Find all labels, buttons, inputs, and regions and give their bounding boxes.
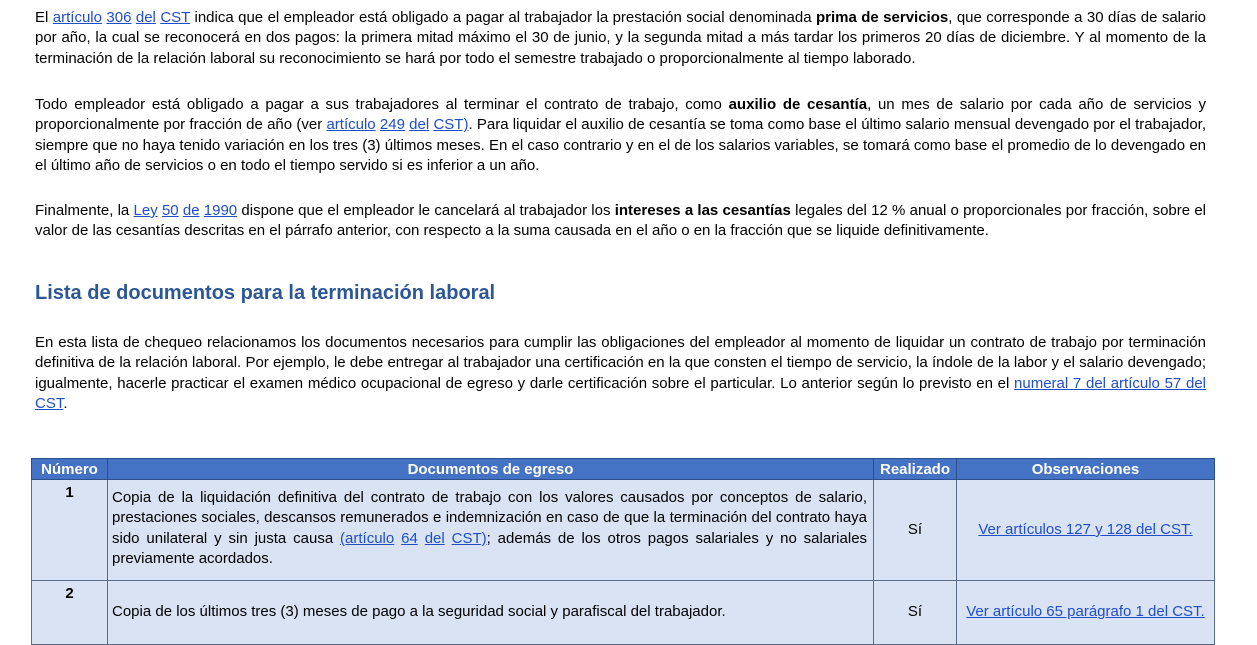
row-document: Copia de la liquidación definitiva del contrato de trabajo con los valores causados por conceptos de salario, prestaciones sociales, descansos remunerados e indemnización en caso de que la terminación del contrato haya sido unilateral y sin justa causa (artículo 64 del CST); además de los otros pagos salariales y no salariales previamente acordados. — [108, 480, 874, 581]
link-cst[interactable]: CST) — [433, 116, 469, 134]
link-observation[interactable]: Ver artículo 65 parágrafo 1 del CST. — [966, 603, 1205, 621]
link-cst[interactable]: CST — [160, 9, 191, 26]
row-done: Sí — [874, 581, 957, 645]
link-64[interactable]: 64 — [401, 529, 418, 547]
paragraph-cesantia: Todo empleador está obligado a pagar a sus trabajadores al terminar el contrato de trabajo, como auxilio de cesantía, un mes de salario por cada año de servicios y proporcionalmente por fracción de año (ver artículo 249 del CST). Para liquidar el auxilio de cesantía se toma como base el último salario mensual devengado por el trabajador, siempre que no haya tenido variación en los tres (3) últimos meses. En el caso contrario y en el de los salarios variables, se tomará como base el promedio de lo devengado en el último año de servicios o en todo el tiempo servido si es inferior a un año. — [35, 96, 1207, 175]
paragraph-prima: El artículo 306 del CST indica que el empleador está obligado a pagar al trabajador la prestación social denominada prima de servicios, que corresponde a 30 días de salario por año, la cual se reconocerá en dos pagos: la primera mitad máximo el 30 de junio, y la segunda mitad a más tardar los primeros 20 días de diciembre. Y al momento de la terminación de la relación laboral su reconocimiento se hará por todo el semestre trabajado o proporcionalmente al tiempo laborado. — [35, 9, 1207, 67]
link-1990[interactable]: 1990 — [203, 202, 238, 219]
paragraph-lista: En esta lista de chequeo relacionamos los documentos necesarios para cumplir las obligaciones del empleador al momento de liquidar un contrato de trabajo por terminación definitiva de la relación laboral. Por ejemplo, le debe entregar al trabajador una certificación en la que consten el tiempo de servicio, la índole de la labor y el salario devengado; igualmente, hacerle practicar el examen médico ocupacional de egreso y darle certificación sobre el particular. Lo anterior según lo previsto en el numeral 7 del artículo 57 del CST. — [35, 334, 1206, 413]
link-ley[interactable]: Ley — [133, 202, 158, 219]
bold-term: prima de servicios — [815, 9, 949, 26]
row-document: Copia de los últimos tres (3) meses de pago a la seguridad social y parafiscal del trabajador. — [108, 581, 874, 645]
link-del[interactable]: del — [135, 9, 156, 26]
row-number: 2 — [32, 581, 108, 645]
link-del[interactable]: del — [424, 529, 445, 547]
row-number: 1 — [32, 480, 108, 581]
link-observation[interactable]: Ver artículos 127 y 128 del CST. — [978, 520, 1193, 538]
paragraph-intereses: Finalmente, la Ley 50 de 1990 dispone que el empleador le cancelará al trabajador los intereses a las cesantías legales del 12 % anual o proporcionales por fracción, sobre el valor de las cesantías descritas en el párrafo anterior, con respecto a la suma causada en el año o en la fracción que se liquide definitivamente. — [35, 202, 1207, 240]
link-de[interactable]: de — [182, 202, 200, 219]
link-cst[interactable]: CST) — [451, 529, 487, 547]
row-done: Sí — [874, 480, 957, 581]
row-observation — [957, 480, 1215, 581]
section-heading: Lista de documentos para la terminación laboral — [35, 282, 496, 304]
bold-term: auxilio de cesantía — [728, 96, 868, 113]
header-numero: Número — [32, 459, 108, 480]
link-numeral-7[interactable]: numeral 7 del artículo 57 del CST — [35, 374, 1206, 413]
link-articulo[interactable]: artículo — [326, 116, 376, 134]
checklist-table — [31, 458, 1215, 645]
header-observaciones: Observaciones — [957, 459, 1215, 480]
table-header-row — [32, 459, 1215, 480]
header-documentos: Documentos de egreso — [108, 459, 874, 480]
link-del[interactable]: del — [409, 116, 430, 134]
bold-term: intereses a las cesantías — [614, 202, 791, 219]
link-249[interactable]: 249 — [379, 116, 405, 134]
link-50[interactable]: 50 — [161, 202, 179, 219]
header-realizado: Realizado — [874, 459, 957, 480]
link-306[interactable]: 306 — [106, 9, 132, 26]
row-observation — [957, 581, 1215, 645]
table-row — [32, 480, 1215, 581]
link-articulo[interactable]: artículo — [52, 9, 102, 26]
link-articulo-64[interactable]: (artículo — [340, 529, 395, 547]
table-row — [32, 581, 1215, 645]
